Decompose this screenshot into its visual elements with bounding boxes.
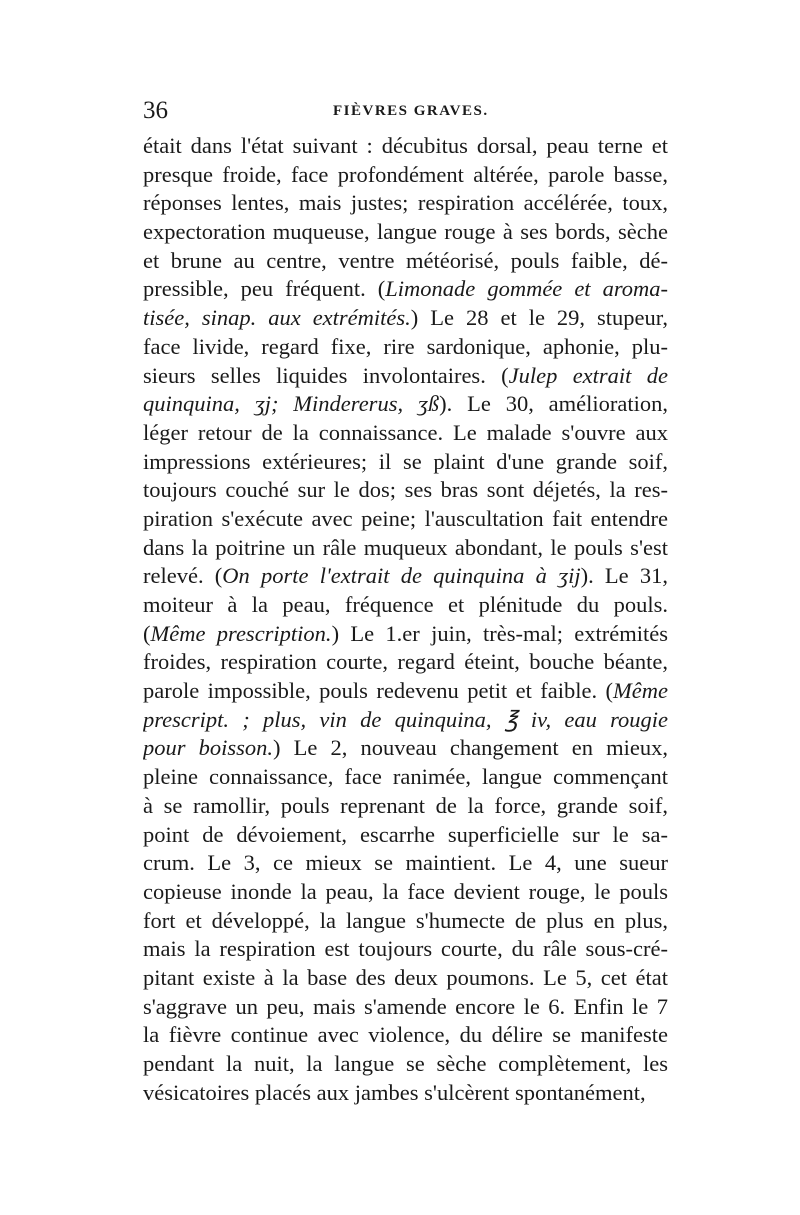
text-segment: dans la poitrine un râle muqueux abondant, le pouls s'est: [143, 534, 668, 560]
text-segment: ). Le 31,: [580, 563, 668, 589]
text-segment: toujours couché sur le dos; ses bras sont déjetés, la res-: [143, 477, 668, 503]
text-segment: ) Le 28 et le 29, stupeur,: [410, 305, 668, 331]
text-segment: pressible, peu fréquent. (: [143, 276, 386, 302]
text-segment: relevé. (: [143, 563, 223, 589]
text-line: [143, 648, 668, 677]
italic-text-segment: Même prescription.: [150, 620, 332, 646]
text-segment: presque froide, face profondément altérée, parole basse,: [143, 161, 668, 187]
text-segment: pendant la nuit, la langue se sèche complètement, les: [143, 1051, 668, 1076]
text-line: [143, 419, 668, 448]
body-text: [143, 132, 668, 1107]
text-segment: point de dévoiement, escarrhe superficielle sur le sa-: [143, 821, 668, 847]
text-segment: à se ramollir, pouls reprenant de la force, grande soif,: [143, 792, 668, 818]
text-segment: pitant existe à la base des deux poumons. Le 5, cet état: [143, 964, 668, 990]
text-line: [143, 849, 668, 878]
text-line: [143, 161, 668, 190]
text-segment: ) Le 2, nouveau changement en mieux,: [273, 735, 668, 761]
text-line: [143, 218, 668, 247]
text-segment: pleine connaissance, face ranimée, langue commençant: [143, 764, 668, 790]
text-line: [143, 1050, 668, 1079]
page-number: 36: [143, 97, 168, 124]
text-line: [143, 1021, 668, 1050]
text-segment: copieuse inonde la peau, la face devient rouge, le pouls: [143, 878, 668, 904]
text-segment: léger retour de la connaissance. Le malade s'ouvre aux: [143, 419, 668, 445]
text-segment: était dans l'état suivant : décubitus dorsal, peau terne et: [143, 133, 668, 158]
text-line: [143, 620, 668, 649]
text-line: [143, 792, 668, 821]
running-title: FIÈVRES GRAVES.: [333, 103, 489, 119]
text-line: [143, 275, 668, 304]
text-segment: mais la respiration est toujours courte, du râle sous-cré-: [143, 936, 668, 962]
text-segment: parole impossible, pouls redevenu petit et faible. (: [143, 678, 614, 704]
italic-text-segment: Limonade gommée et aroma-: [385, 276, 668, 302]
text-line: [143, 476, 668, 505]
text-line: [143, 448, 668, 477]
text-line: [143, 878, 668, 907]
text-line: [143, 132, 668, 161]
text-line: [143, 304, 668, 333]
text-line: [143, 562, 668, 591]
text-line: [143, 964, 668, 993]
italic-text-segment: On porte l'extrait de quinquina à ʒij: [222, 563, 581, 589]
text-segment: réponses lentes, mais justes; respiration accélérée, toux,: [143, 190, 668, 216]
text-segment: sieurs selles liquides involontaires. (: [143, 362, 509, 388]
text-line: [143, 534, 668, 563]
text-segment: vésicatoires placés aux jambes s'ulcèrent spontanément,: [143, 1079, 646, 1105]
text-segment: (: [143, 620, 151, 646]
text-segment: froides, respiration courte, regard éteint, bouche béante,: [143, 649, 668, 675]
text-line: [143, 591, 668, 620]
text-line: [143, 935, 668, 964]
text-line: [143, 189, 668, 218]
text-line: [143, 821, 668, 850]
text-line: [143, 907, 668, 936]
text-segment: moiteur à la peau, fréquence et plénitude du pouls.: [143, 592, 668, 617]
italic-text-segment: Même: [613, 678, 668, 704]
italic-text-segment: prescript. ; plus, vin de quinquina, ℥ iv, eau rougie: [143, 706, 668, 732]
text-segment: expectoration muqueuse, langue rouge à ses bords, sèche: [143, 219, 668, 245]
italic-text-segment: Julep extrait de: [508, 362, 668, 388]
text-line: [143, 362, 668, 391]
text-line: [143, 734, 668, 763]
text-segment: ) Le 1.er juin, très-mal; extrémités: [331, 620, 668, 646]
text-line: [143, 247, 668, 276]
text-line: [143, 993, 668, 1022]
text-segment: face livide, regard fixe, rire sardonique, aphonie, plu-: [143, 333, 668, 359]
text-segment: crum. Le 3, ce mieux se maintient. Le 4, une sueur: [143, 850, 668, 876]
text-segment: la fièvre continue avec violence, du délire se manifeste: [143, 1022, 668, 1048]
text-line: [143, 505, 668, 534]
text-line: [143, 1079, 668, 1108]
italic-text-segment: pour boisson.: [143, 735, 274, 761]
text-line: [143, 706, 668, 735]
text-segment: et brune au centre, ventre météorisé, pouls faible, dé-: [143, 247, 668, 273]
text-segment: impressions extérieures; il se plaint d'une grande soif,: [143, 448, 668, 474]
text-line: [143, 390, 668, 419]
text-segment: s'aggrave un peu, mais s'amende encore le 6. Enfin le 7: [143, 993, 668, 1019]
text-line: [143, 333, 668, 362]
page-header: [143, 96, 668, 126]
text-segment: ). Le 30, amélioration,: [439, 391, 668, 417]
text-line: [143, 677, 668, 706]
text-segment: fort et développé, la langue s'humecte de plus en plus,: [143, 907, 668, 933]
italic-text-segment: quinquina, ʒj; Mindererus, ʒß: [143, 391, 440, 417]
text-line: [143, 763, 668, 792]
text-segment: piration s'exécute avec peine; l'auscultation fait entendre: [143, 505, 668, 531]
italic-text-segment: tisée, sinap. aux extrémités.: [143, 305, 411, 331]
